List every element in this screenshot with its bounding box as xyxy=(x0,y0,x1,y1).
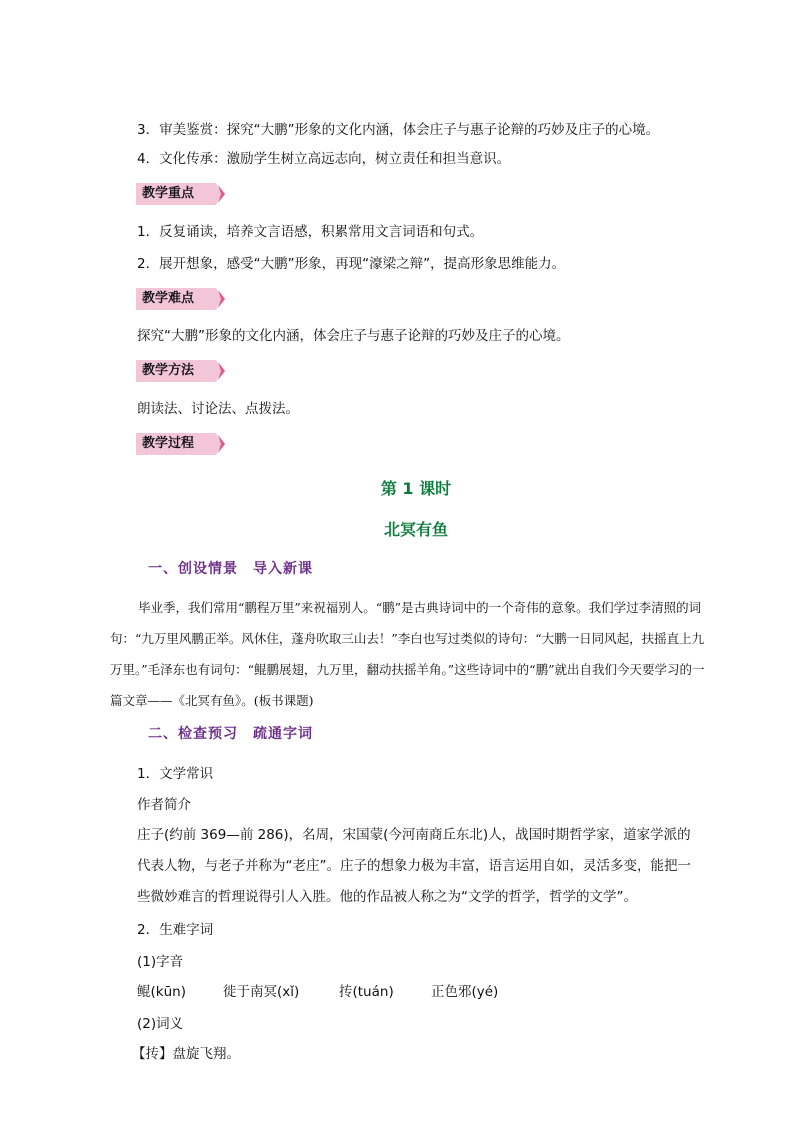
key-points-badge-label: 教学重点 xyxy=(142,186,195,201)
meaning-definition: 盘旋飞翔。 xyxy=(172,1046,240,1062)
difficulties-badge xyxy=(136,288,228,310)
lesson-title: 第 1 课时 xyxy=(380,479,452,498)
meaning-term: 【抟】 xyxy=(132,1046,173,1062)
author-bio-text: 庄子(约前 369—前 286)，名周，宋国蒙(今河南商丘东北)人，战国时期哲学家，道家学派的代表人物，与老子并称为“老庄”。庄子的想象力极为丰富，语言运用自如，灵活多变，能把一些微妙难言的哲理说得引人入胜。他的作品被人称之为“文学的哲学，哲学的文学”。 xyxy=(137,827,691,905)
vocab-label: 2．生难字词 xyxy=(137,922,214,938)
objective-item-4: 4．文化传承：激励学生树立高远志向，树立责任和担当意识。 xyxy=(137,151,511,167)
difficulties-text: 探究“大鹏”形象的文化内涵，体会庄子与惠子论辩的巧妙及庄子的心境。 xyxy=(137,328,570,344)
meaning-entry xyxy=(132,1044,240,1064)
pronunciation-label: (1)字音 xyxy=(137,954,184,970)
word-item: 抟(tuán) xyxy=(339,984,394,1000)
meaning-label: (2)词义 xyxy=(137,1016,184,1032)
word-item: 徙于南冥(xǐ) xyxy=(223,984,300,1000)
objective-item-3: 3．审美鉴赏：探究“大鹏”形象的文化内涵，体会庄子与惠子论辩的巧妙及庄子的心境。 xyxy=(137,122,660,138)
key-point-item-1: 1．反复诵读，培养文言语感，积累常用文言词语和句式。 xyxy=(137,224,484,240)
author-bio xyxy=(137,820,697,913)
methods-text: 朗读法、讨论法、点拨法。 xyxy=(137,401,299,417)
methods-badge xyxy=(136,360,228,382)
section-1-heading: 一、创设情景 导入新课 xyxy=(148,561,313,577)
methods-badge-label: 教学方法 xyxy=(142,363,195,378)
intro-text: 毕业季，我们常用“鹏程万里”来祝福别人。“鹏”是古典诗词中的一个奇伟的意象。我们学过李清照的词句：“九万里风鹏正举。风休住，蓬舟吹取三山去！”李白也写过类似的诗句：“大鹏一日同风起，扶摇直上九万里。”毛泽东也有词句：“鲲鹏展翅，九万里，翻动扶摇羊角。”这些诗词中的“鹏”就出自我们今天要学习的一篇文章——《北冥有鱼》。(板书课题) xyxy=(110,600,705,708)
word-item: 鲲(kūn) xyxy=(137,984,186,1000)
key-points-badge xyxy=(136,183,228,205)
author-label: 作者简介 xyxy=(137,797,191,813)
section-2-heading: 二、检查预习 疏通字词 xyxy=(148,726,313,742)
difficulties-badge-label: 教学难点 xyxy=(142,291,195,306)
word-item: 正色邪(yé) xyxy=(431,984,499,1000)
intro-paragraph xyxy=(110,592,710,716)
literary-label: 1．文学常识 xyxy=(137,766,214,782)
process-badge-label: 教学过程 xyxy=(142,436,195,451)
text-title: 北冥有鱼 xyxy=(383,520,448,539)
process-badge xyxy=(136,433,228,455)
key-point-item-2: 2．展开想象，感受“大鹏”形象，再现“濠梁之辩”，提高形象思维能力。 xyxy=(137,256,566,272)
